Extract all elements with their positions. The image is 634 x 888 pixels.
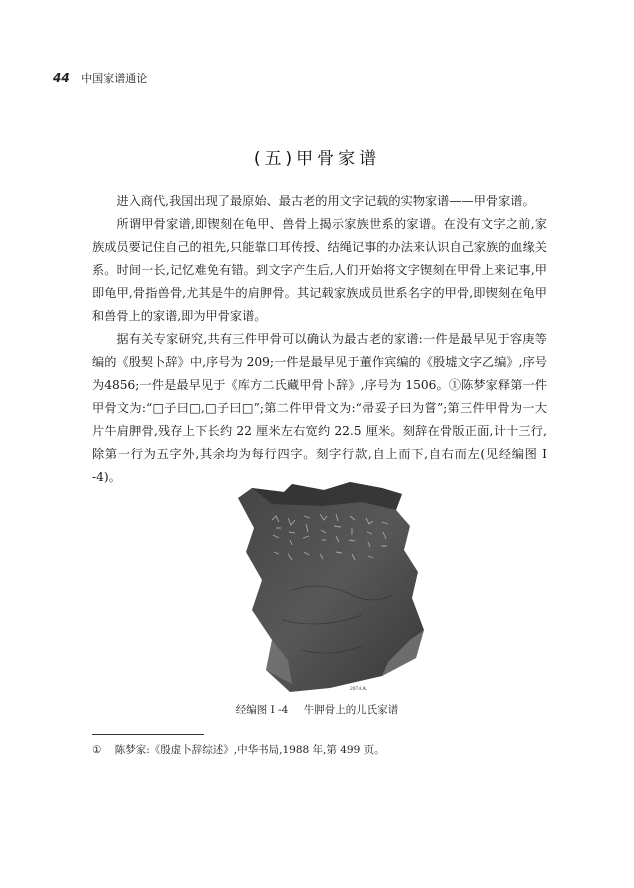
running-head (53, 70, 147, 86)
oracle-bone-image (232, 480, 432, 695)
book-title: 中国家谱通论 (81, 72, 148, 85)
paragraph-research: 据有关专家研究,共有三件甲骨可以确认为最古老的家谱:一件是最早见于容庚等编的《殷契卜辞》中,序号为 209;一件是最早见于董作宾编的《殷墟文字乙编》,序号为4856;一件是最早见于《库方二氏藏甲骨卜辞》,序号为 1506。①陈梦家释第一件甲骨文为:“□子曰□,□子曰□”;第二件甲骨文为:“帚妥子曰为嘗”;第三件甲骨为一大片牛肩胛骨,残存上下长约 22 厘米左右宽约 22.5 厘米。刻辞在骨版正面,计十三行,除第一行为五字外,其余均为每行四字。刻字行款,自上而下,自右而左(见经编图 I -4)。 (92, 332, 547, 484)
footnote-divider (92, 734, 204, 735)
footnote-mark: ① (92, 744, 102, 756)
figure-caption (0, 702, 634, 717)
footnote-text: 陈梦家:《殷虚卜辞综述》,中华书局,1988 年,第 499 页。 (114, 744, 385, 756)
page-number: 44 (53, 71, 70, 85)
inscription-number: 2074 A. (350, 686, 368, 692)
footnote (92, 742, 385, 757)
body-text (92, 190, 547, 489)
figure-caption-text: 牛胛骨上的儿氏家谱 (303, 704, 399, 716)
paragraph-definition: 所谓甲骨家谱,即锲刻在龟甲、兽骨上揭示家族世系的家谱。在没有文字之前,家族成员要记住自己的祖先,只能靠口耳传授、结绳记事的办法来认识自己家族的血缘关系。时间一长,记忆难免有错。到文字产生后,人们开始将文字锲刻在甲骨上来记事,甲即龟甲,骨指兽骨,尤其是牛的肩胛骨。其记载家族成员世系名字的甲骨,即锲刻在龟甲和兽骨上的家谱,即为甲骨家谱。 (92, 217, 547, 323)
oracle-bone-figure (232, 480, 432, 695)
section-title: (五)甲骨家谱 (253, 149, 381, 169)
figure-caption-number: 经编图 I -4 (235, 704, 289, 716)
paragraph-intro: 进入商代,我国出现了最原始、最古老的用文字记载的实物家谱——甲骨家谱。 (116, 194, 535, 208)
